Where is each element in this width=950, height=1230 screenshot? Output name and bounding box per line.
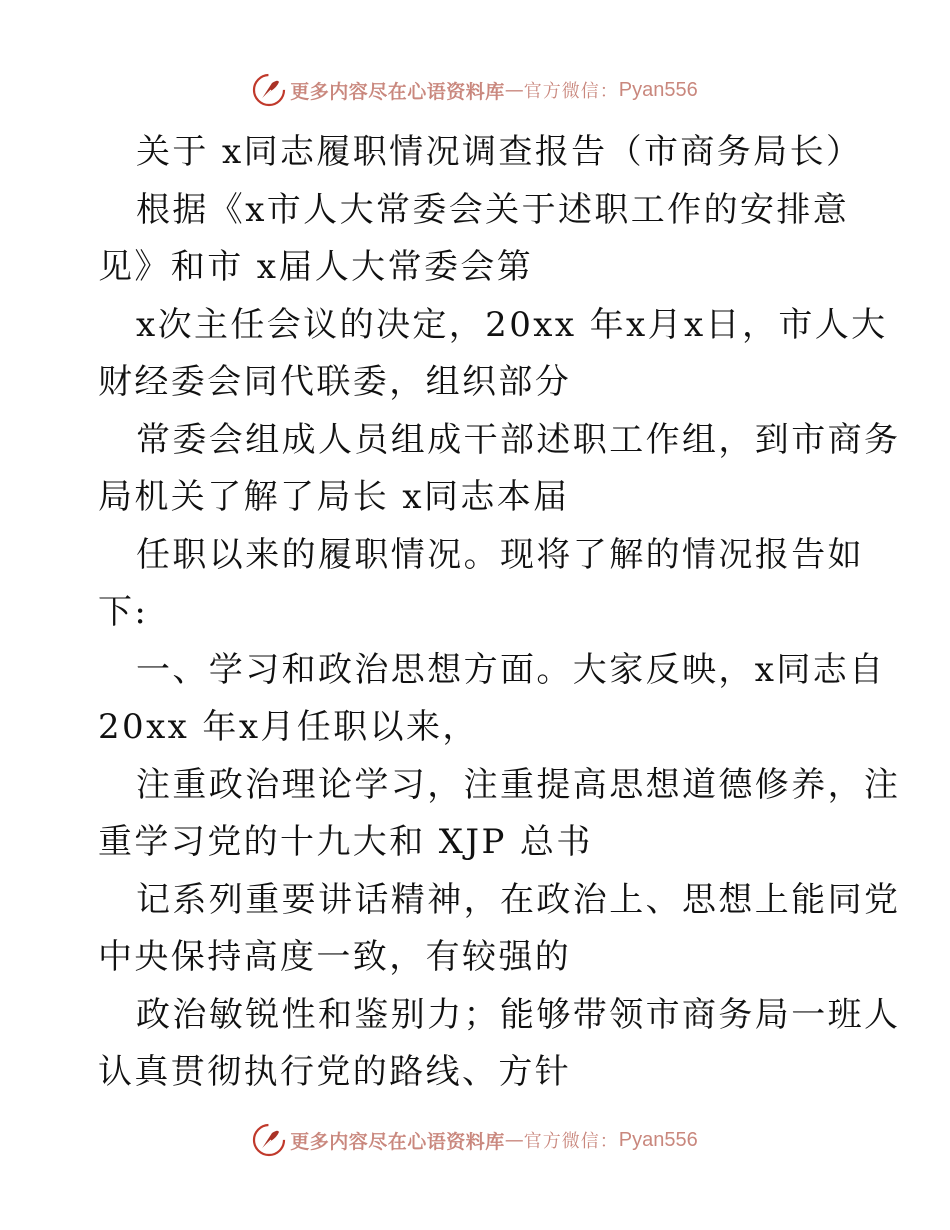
watermark-wechat-id: Pyan556 — [618, 78, 698, 101]
document-line: 根据《x市人大常委会关于述职工作的安排意 — [136, 189, 850, 230]
header-watermark — [0, 70, 950, 110]
document-line: 重学习党的十九大和 XJP 总书 — [98, 822, 593, 862]
document-line: 下: — [98, 592, 149, 632]
watermark-separator: — — [504, 1129, 524, 1151]
document-line: 局机关了解了局长 x同志本届 — [98, 477, 570, 517]
document-line: 一、学习和政治思想方面。大家反映，x同志自 — [136, 649, 886, 690]
watermark-separator: — — [504, 79, 524, 101]
watermark-site-text: 更多内容尽在心语资料库 — [290, 80, 505, 103]
feather-pen-logo-icon — [252, 73, 286, 107]
watermark-site-text: 更多内容尽在心语资料库 — [290, 1130, 505, 1153]
document-line: 任职以来的履职情况。现将了解的情况报告如 — [136, 534, 864, 575]
document-line: 政治敏锐性和鉴别力；能够带领市商务局一班人 — [136, 994, 901, 1035]
document-line: 认真贯彻执行党的路线、方针 — [98, 1052, 572, 1092]
document-line: x次主任会议的决定，20xx 年x月x日，市人大 — [136, 304, 888, 345]
feather-pen-logo-icon — [252, 1123, 286, 1157]
document-line: 20xx 年x月任职以来， — [98, 707, 479, 747]
document-line: 常委会组成人员组成干部述职工作组，到市商务 — [136, 419, 901, 460]
watermark-wechat-id: Pyan556 — [618, 1128, 698, 1151]
document-line: 关于 x同志履职情况调查报告（市商务局长） — [136, 132, 863, 172]
document-line: 注重政治理论学习，注重提高思想道德修养，注 — [136, 764, 901, 805]
watermark-wechat-label: 官方微信： — [523, 81, 619, 102]
document-line: 见》和市 x届人大常委会第 — [98, 247, 534, 287]
document-body — [98, 124, 901, 1102]
document-line: 中央保持高度一致，有较强的 — [98, 937, 572, 977]
watermark-wechat-label: 官方微信： — [523, 1131, 619, 1152]
document-line: 记系列重要讲话精神，在政治上、思想上能同党 — [136, 879, 901, 920]
document-line: 财经委会同代联委，组织部分 — [98, 362, 572, 402]
footer-watermark — [0, 1120, 950, 1160]
